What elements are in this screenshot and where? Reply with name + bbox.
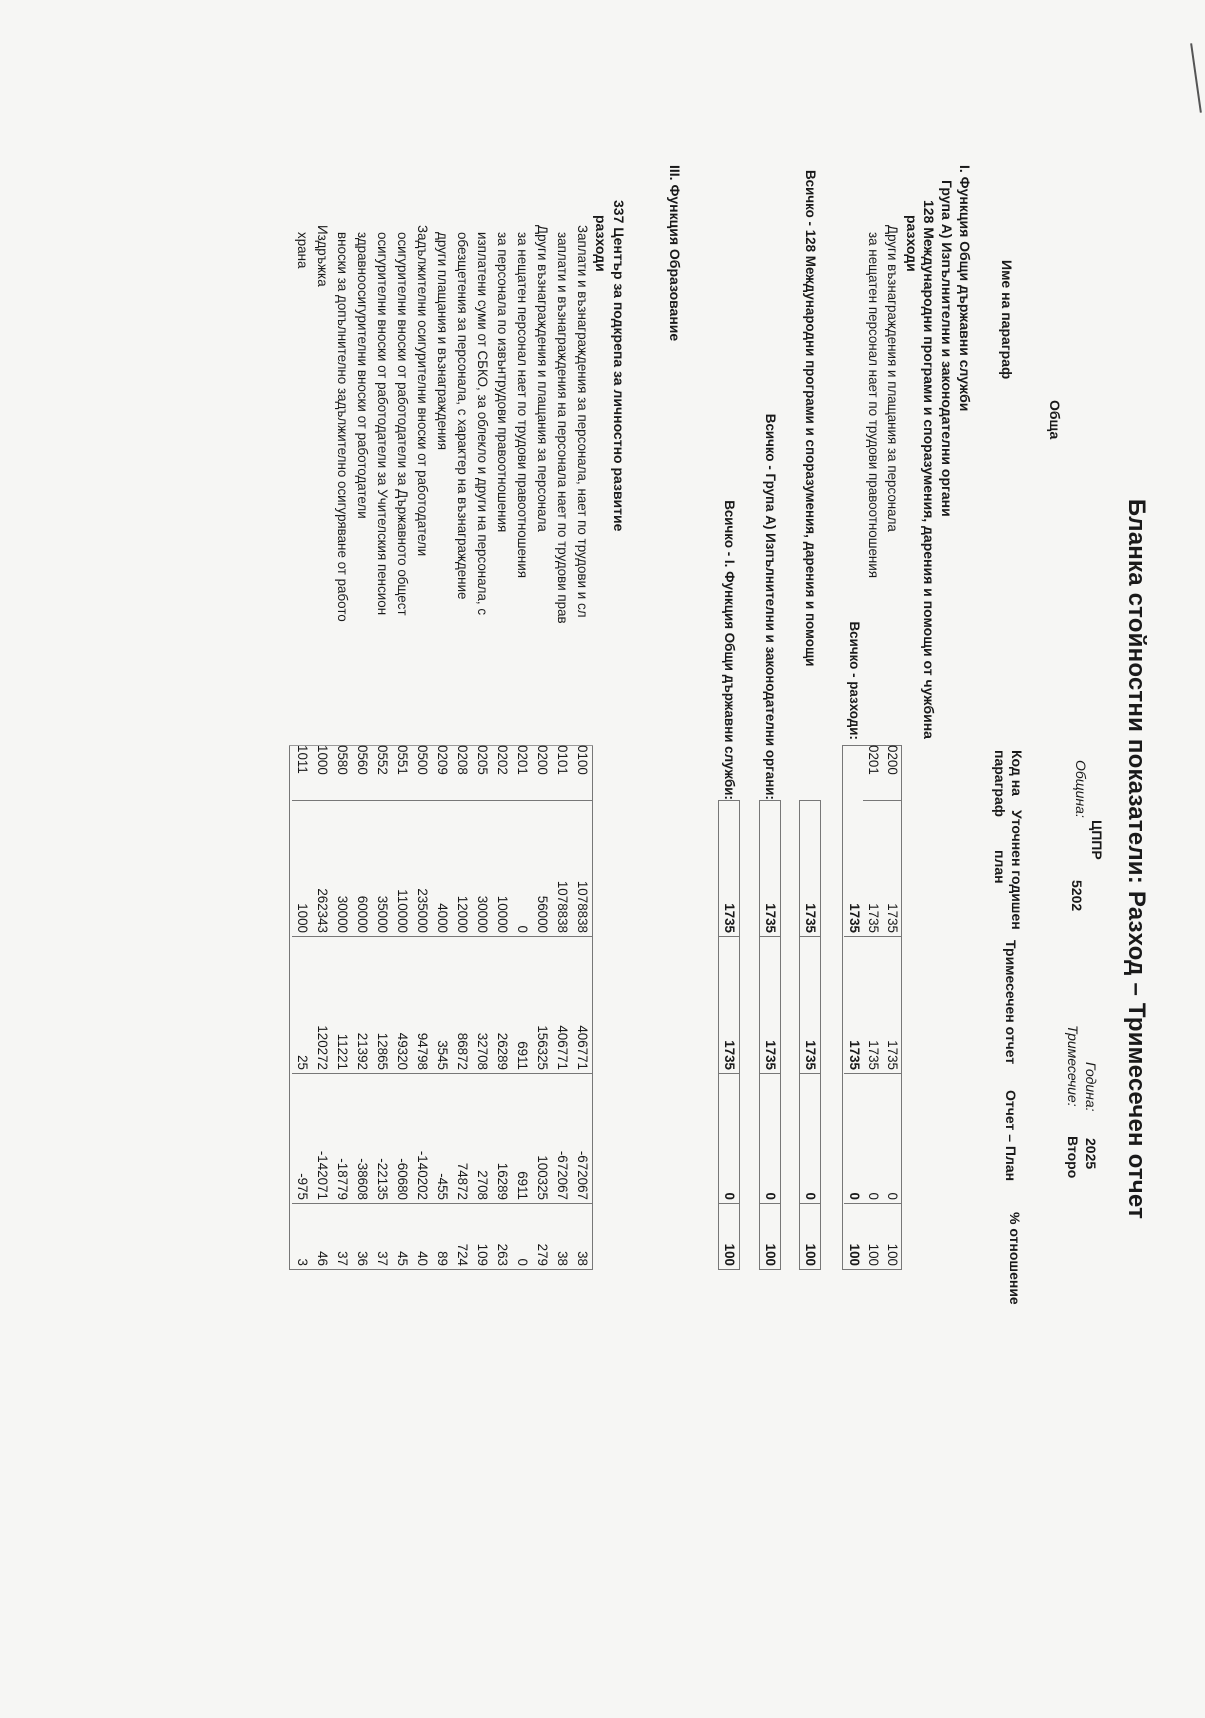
code-header bbox=[991, 750, 1025, 817]
row-diff: -455 bbox=[432, 1074, 452, 1204]
table-row bbox=[392, 0, 412, 1718]
row-plan: 262343 bbox=[312, 800, 332, 937]
total-report: 1735 bbox=[844, 937, 864, 1074]
row-pct: 3 bbox=[292, 1204, 312, 1270]
row-report: 86872 bbox=[452, 937, 472, 1074]
row-name: обезщетения за персонала, с характер на възнаграждение bbox=[455, 232, 470, 600]
row-pct: 109 bbox=[472, 1204, 492, 1270]
total-pct: 100 bbox=[800, 1204, 820, 1270]
table-row bbox=[412, 0, 432, 1718]
row-report: 6911 bbox=[512, 937, 532, 1074]
quarter-label: Тримесечие: bbox=[1065, 1025, 1081, 1107]
row-report: 1735 bbox=[863, 937, 883, 1074]
row-name: осигурителни вноски от работодатели за Учителския пенсион bbox=[375, 232, 390, 616]
row-diff: -22135 bbox=[372, 1074, 392, 1204]
row-report: 406771 bbox=[572, 937, 592, 1074]
total-row-activity bbox=[800, 0, 820, 1718]
row-name: здравноосигурителни вноски от работодатели bbox=[355, 232, 370, 519]
row-plan: 1078838 bbox=[552, 800, 572, 937]
row-plan: 110000 bbox=[392, 800, 412, 937]
year-value: 2025 bbox=[1083, 1138, 1099, 1170]
row-code: 0205 bbox=[472, 745, 492, 801]
row-pct: 38 bbox=[572, 1204, 592, 1270]
function1-activity: 128 Международни програми и споразумения, дарения и помощи от чужбина bbox=[921, 200, 937, 739]
row-diff: 6911 bbox=[512, 1074, 532, 1204]
table-row bbox=[552, 0, 572, 1718]
total-label: Всичко - 128 Международни програми и споразумения, дарения и помощи bbox=[803, 170, 818, 667]
year-label: Година: bbox=[1083, 1062, 1099, 1112]
row-name: Издръжка bbox=[315, 225, 330, 287]
row-plan: 1735 bbox=[863, 800, 883, 937]
row-diff: 0 bbox=[882, 1074, 902, 1204]
total-row-expenses bbox=[844, 0, 864, 1718]
row-name: Други възнаграждения и плащания за персонала bbox=[885, 225, 900, 532]
total-diff: 0 bbox=[719, 1074, 739, 1204]
row-pct: 724 bbox=[452, 1204, 472, 1270]
row-report: 156325 bbox=[532, 937, 552, 1074]
row-pct: 100 bbox=[882, 1204, 902, 1270]
total-pct: 100 bbox=[719, 1204, 739, 1270]
row-diff: -672067 bbox=[552, 1074, 572, 1204]
table-row bbox=[292, 0, 312, 1718]
row-report: 25 bbox=[292, 937, 312, 1074]
row-pct: 36 bbox=[352, 1204, 372, 1270]
scan-artifact bbox=[1190, 43, 1202, 113]
row-pct: 37 bbox=[372, 1204, 392, 1270]
row-name: Заплати и възнаграждения за персонала, нает по трудови и сл bbox=[575, 225, 590, 618]
row-pct: 263 bbox=[492, 1204, 512, 1270]
table-row bbox=[452, 0, 472, 1718]
row-diff: -975 bbox=[292, 1074, 312, 1204]
row-pct: 89 bbox=[432, 1204, 452, 1270]
row-code: 0201 bbox=[512, 745, 532, 801]
row-diff: 0 bbox=[863, 1074, 883, 1204]
general-label: Обща bbox=[1047, 400, 1063, 440]
paragraph-name-header: Име на параграф bbox=[999, 260, 1015, 380]
plan-header-line1: Уточнен годишен bbox=[1009, 810, 1025, 930]
table-row bbox=[472, 0, 492, 1718]
municipality-code: 5202 bbox=[1069, 880, 1085, 912]
total-diff: 0 bbox=[800, 1074, 820, 1204]
row-report: 3545 bbox=[432, 937, 452, 1074]
diff-header: Отчет – План bbox=[1003, 1090, 1019, 1182]
row-report: 406771 bbox=[552, 937, 572, 1074]
row-name: храна bbox=[295, 232, 310, 269]
total-pct: 100 bbox=[760, 1204, 780, 1270]
function3-title: III. Функция Образование bbox=[667, 165, 683, 342]
row-report: 12865 bbox=[372, 937, 392, 1074]
total-report: 1735 bbox=[800, 937, 820, 1074]
row-diff: -60680 bbox=[392, 1074, 412, 1204]
row-plan: 30000 bbox=[332, 800, 352, 937]
row-plan: 1000 bbox=[292, 800, 312, 937]
total-label: Всичко - разходи: bbox=[847, 621, 862, 740]
row-code: 0209 bbox=[432, 745, 452, 801]
row-name: Други възнаграждения и плащания за персонала bbox=[535, 225, 550, 532]
total-report: 1735 bbox=[719, 937, 739, 1074]
row-diff: 100325 bbox=[532, 1074, 552, 1204]
total-pct: 100 bbox=[844, 1204, 864, 1270]
table-row bbox=[492, 0, 512, 1718]
row-pct: 46 bbox=[312, 1204, 332, 1270]
row-code: 0551 bbox=[392, 745, 412, 801]
row-code: 1000 bbox=[312, 745, 332, 801]
row-code: 0201 bbox=[863, 745, 883, 801]
report-header: Тримесечен отчет bbox=[1003, 940, 1019, 1065]
row-code: 0200 bbox=[882, 745, 902, 801]
total-label: Всичко - Група А) Изпълнителни и законодателни органи: bbox=[763, 413, 778, 800]
row-plan: 60000 bbox=[352, 800, 372, 937]
row-code: 0560 bbox=[352, 745, 372, 801]
row-diff: 74872 bbox=[452, 1074, 472, 1204]
org-label: ЦППР bbox=[1089, 820, 1105, 860]
row-code: 0500 bbox=[412, 745, 432, 801]
pct-header: % отношение bbox=[1007, 1212, 1023, 1305]
row-plan: 30000 bbox=[472, 800, 492, 937]
row-code: 0202 bbox=[492, 745, 512, 801]
row-report: 120272 bbox=[312, 937, 332, 1074]
total-plan: 1735 bbox=[760, 800, 780, 937]
table-row bbox=[372, 0, 392, 1718]
total-row-group bbox=[760, 0, 780, 1718]
code-header-line1: Код на bbox=[1009, 750, 1025, 796]
row-report: 32708 bbox=[472, 937, 492, 1074]
row-code: 0552 bbox=[372, 745, 392, 801]
row-name: други плащания и възнаграждения bbox=[435, 232, 450, 451]
function3-activity: 337 Център за подкрепа за личностно развитие bbox=[611, 200, 627, 532]
table-row bbox=[863, 0, 883, 1718]
report-title: Бланка стойностни показатели: Разход – Тримесечен отчет bbox=[1123, 498, 1150, 1220]
row-diff: -18779 bbox=[332, 1074, 352, 1204]
table-row bbox=[532, 0, 552, 1718]
function3-expenses-label: разходи bbox=[593, 215, 609, 272]
table-row bbox=[332, 0, 352, 1718]
total-plan: 1735 bbox=[800, 800, 820, 937]
total-diff: 0 bbox=[760, 1074, 780, 1204]
row-diff: -672067 bbox=[572, 1074, 592, 1204]
row-plan: 235000 bbox=[412, 800, 432, 937]
row-plan: 1735 bbox=[882, 800, 902, 937]
row-report: 21392 bbox=[352, 937, 372, 1074]
function1-group: Група А) Изпълнителни и законодателни органи bbox=[939, 180, 955, 517]
row-pct: 45 bbox=[392, 1204, 412, 1270]
row-pct: 38 bbox=[552, 1204, 572, 1270]
row-plan: 4000 bbox=[432, 800, 452, 937]
table-row bbox=[312, 0, 332, 1718]
row-name: вноски за допълнително задължително осигуряване от работо bbox=[335, 232, 350, 622]
total-plan: 1735 bbox=[719, 800, 739, 937]
row-name: заплати и възнаграждения на персонала нает по трудови прав bbox=[555, 232, 570, 624]
row-plan: 35000 bbox=[372, 800, 392, 937]
row-plan: 56000 bbox=[532, 800, 552, 937]
total-report: 1735 bbox=[760, 937, 780, 1074]
total-plan: 1735 bbox=[844, 800, 864, 937]
row-code: 1011 bbox=[292, 745, 312, 801]
row-report: 11221 bbox=[332, 937, 352, 1074]
code-header-line2: параграф bbox=[992, 750, 1008, 817]
row-diff: 16289 bbox=[492, 1074, 512, 1204]
row-diff: -142071 bbox=[312, 1074, 332, 1204]
total-diff: 0 bbox=[844, 1074, 864, 1204]
row-code: 0101 bbox=[552, 745, 572, 801]
total-label: Всичко - I. Функция Общи държавни служби: bbox=[722, 500, 737, 800]
row-diff: 2708 bbox=[472, 1074, 492, 1204]
row-name: за персонала по извънтрудови правоотношения bbox=[495, 232, 510, 533]
row-plan: 12000 bbox=[452, 800, 472, 937]
row-diff: -140202 bbox=[412, 1074, 432, 1204]
row-code: 0100 bbox=[572, 745, 592, 801]
row-name: за нещатен персонал нает по трудови правоотношения bbox=[515, 232, 530, 579]
municipality-label: Община: bbox=[1073, 760, 1089, 818]
row-report: 49320 bbox=[392, 937, 412, 1074]
row-name: осигурителни вноски от работодатели за Държавното общест bbox=[395, 232, 410, 616]
table-row bbox=[432, 0, 452, 1718]
table-row bbox=[512, 0, 532, 1718]
row-plan: 1078838 bbox=[572, 800, 592, 937]
row-pct: 279 bbox=[532, 1204, 552, 1270]
row-pct: 40 bbox=[412, 1204, 432, 1270]
table-row bbox=[882, 0, 902, 1718]
function1-expenses-label: разходи bbox=[904, 215, 920, 272]
row-report: 94798 bbox=[412, 937, 432, 1074]
total-row-function bbox=[719, 0, 739, 1718]
quarter-value: Второ bbox=[1065, 1136, 1081, 1179]
row-plan: 0 bbox=[512, 800, 532, 937]
row-report: 26289 bbox=[492, 937, 512, 1074]
row-code: 0580 bbox=[332, 745, 352, 801]
plan-header-line2: план bbox=[992, 850, 1008, 884]
row-diff: -38608 bbox=[352, 1074, 372, 1204]
row-name: изплатени суми от СБКО, за облекло и други на персонала, с bbox=[475, 232, 490, 616]
row-name: Задължителни осигурителни вноски от работодатели bbox=[415, 225, 430, 557]
function1-title: I. Функция Общи държавни служби bbox=[957, 165, 973, 412]
row-pct: 37 bbox=[332, 1204, 352, 1270]
row-plan: 10000 bbox=[492, 800, 512, 937]
row-pct: 100 bbox=[863, 1204, 883, 1270]
row-code: 0208 bbox=[452, 745, 472, 801]
table-row bbox=[352, 0, 372, 1718]
row-name: за нещатен персонал нает по трудови правоотношения bbox=[866, 232, 881, 579]
row-pct: 0 bbox=[512, 1204, 532, 1270]
plan-header bbox=[991, 810, 1025, 930]
row-report: 1735 bbox=[882, 937, 902, 1074]
table-row bbox=[572, 0, 592, 1718]
row-code: 0200 bbox=[532, 745, 552, 801]
